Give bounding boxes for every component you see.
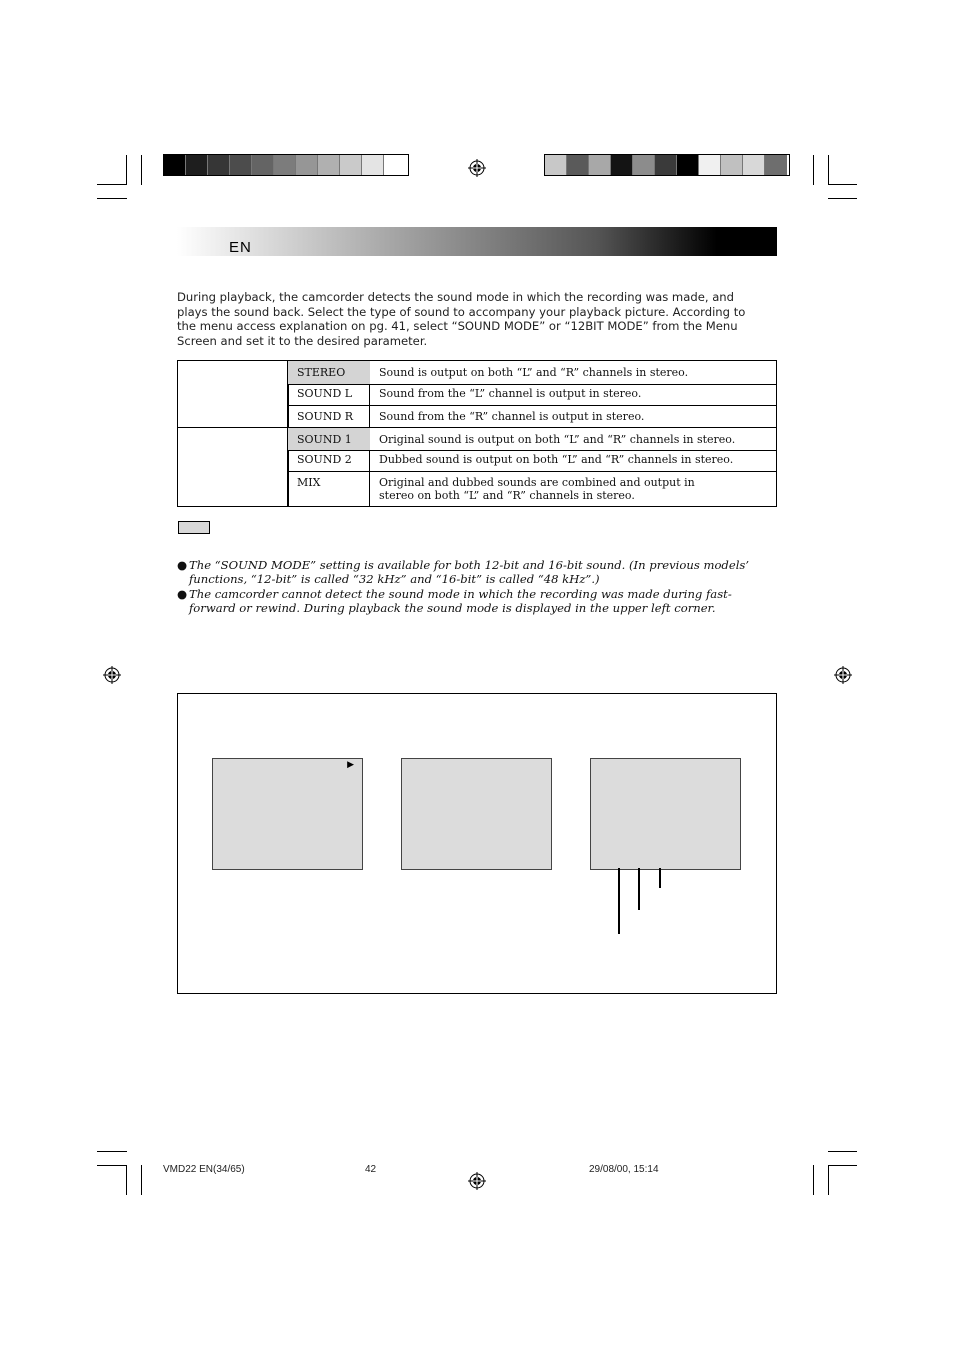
note-text: The “SOUND MODE” setting is available for both 12-bit and 16-bit sound. (In previous models’ functions, “12-bit” is called “32 kHz” and “16-bit” is called “48 kHz”.) — [189, 558, 750, 587]
crop-mark — [97, 184, 127, 185]
color-swatch — [721, 155, 743, 175]
crop-mark — [97, 198, 127, 199]
bullet-icon: ● — [177, 558, 188, 572]
crop-mark — [97, 1165, 127, 1166]
table-cell-description: Sound is output on both “L” and “R” channels in stereo. — [379, 366, 689, 379]
footer-filename: VMD22 EN(34/65) — [163, 1164, 245, 1175]
play-icon: ▶ — [347, 760, 354, 770]
registration-target-icon — [468, 159, 486, 177]
table-cell-mode: SOUND 1 — [288, 428, 370, 450]
color-swatch — [677, 155, 699, 175]
sound-mode-table — [177, 360, 777, 507]
bullet-icon: ● — [177, 586, 188, 601]
screen-illustration — [590, 758, 741, 870]
crop-mark — [828, 1165, 829, 1195]
leader-line — [618, 868, 620, 934]
list-item — [177, 558, 777, 587]
table-cell-mode: STEREO — [288, 361, 370, 384]
note-text: The camcorder cannot detect the sound mode in which the recording was made during fast-forward or rewind. During playback the sound mode is displayed in the upper left corner. — [189, 586, 732, 615]
table-cell-description: Dubbed sound is output on both “L” and “R” channels in stereo. — [379, 453, 734, 466]
notes-list — [177, 558, 777, 615]
leader-line — [659, 868, 661, 888]
note-label-box — [178, 521, 210, 534]
color-swatch — [743, 155, 765, 175]
crop-mark — [813, 155, 814, 185]
crop-mark — [97, 1151, 127, 1152]
table-cell-mode: SOUND 2 — [297, 453, 352, 466]
color-swatch — [230, 155, 252, 175]
registration-target-icon — [468, 1172, 486, 1190]
color-swatch — [545, 155, 567, 175]
table-cell-mode: MIX — [297, 476, 321, 489]
table-cell-mode: SOUND R — [297, 410, 354, 423]
color-swatch — [208, 155, 230, 175]
table-cell-description: Sound from the “L” channel is output in stereo. — [379, 387, 642, 400]
list-item — [177, 587, 777, 616]
color-swatch — [252, 155, 274, 175]
crop-mark — [126, 155, 127, 185]
intro-paragraph: During playback, the camcorder detects the sound mode in which the recording was made, and plays the sound back. Select the type of sound to accompany your playback picture. According to the menu access explanation on pg. 41, select “SOUND MODE” or “12BIT MODE” from the Menu Screen and set it to the desired parameter. — [177, 290, 746, 348]
header-gradient-bar — [177, 227, 777, 256]
screen-illustration — [212, 758, 363, 870]
crop-mark — [141, 155, 142, 185]
color-swatch — [699, 155, 721, 175]
color-swatch — [765, 155, 787, 175]
screen-illustration — [401, 758, 552, 870]
crop-mark — [828, 1165, 857, 1166]
table-cell-description: Original sound is output on both “L” and “R” channels in stereo. — [379, 433, 736, 446]
crop-mark — [828, 155, 829, 185]
color-swatch — [164, 155, 186, 175]
registration-target-icon — [103, 666, 121, 684]
color-swatch — [340, 155, 362, 175]
color-swatch — [611, 155, 633, 175]
leader-line — [638, 868, 640, 910]
table-cell-mode: SOUND L — [297, 387, 353, 400]
color-swatch — [655, 155, 677, 175]
color-swatch — [186, 155, 208, 175]
display-diagram — [177, 693, 777, 994]
crop-mark — [828, 1151, 857, 1152]
color-strip-right — [544, 154, 790, 176]
crop-mark — [126, 1165, 127, 1195]
color-swatch — [362, 155, 384, 175]
crop-mark — [828, 198, 857, 199]
color-swatch — [296, 155, 318, 175]
color-swatch — [318, 155, 340, 175]
crop-mark — [141, 1165, 142, 1195]
table-cell-description: Original and dubbed sounds are combined and output in stereo on both “L” and “R” channels in stereo. — [379, 476, 695, 502]
language-code: EN — [229, 239, 252, 256]
color-strip-left — [163, 154, 409, 176]
color-swatch — [589, 155, 611, 175]
footer-page-number: 42 — [365, 1164, 377, 1175]
color-swatch — [274, 155, 296, 175]
color-swatch — [567, 155, 589, 175]
registration-target-icon — [834, 666, 852, 684]
crop-mark — [828, 184, 857, 185]
footer-timestamp: 29/08/00, 15:14 — [589, 1164, 659, 1175]
crop-mark — [813, 1165, 814, 1195]
color-swatch — [633, 155, 655, 175]
table-cell-description: Sound from the “R” channel is output in stereo. — [379, 410, 645, 423]
color-swatch — [384, 155, 406, 175]
